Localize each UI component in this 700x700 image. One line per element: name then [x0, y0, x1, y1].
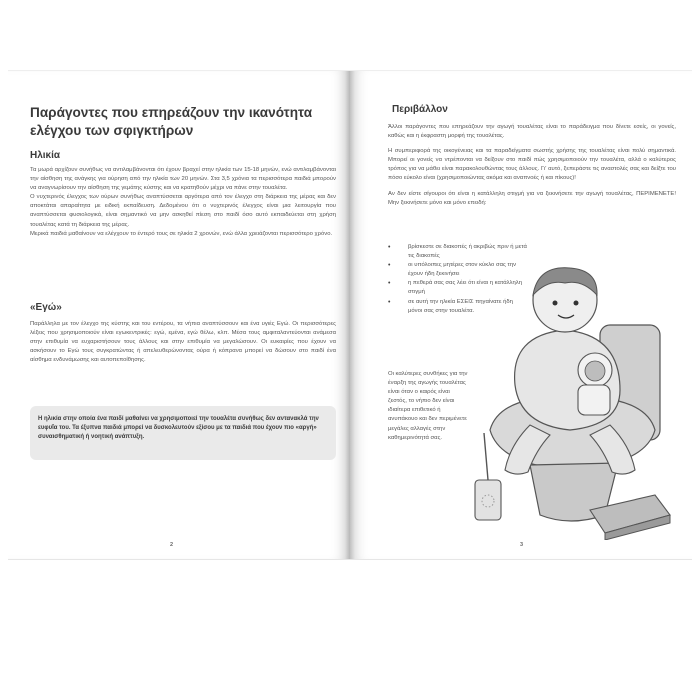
- bullet-icon: •: [388, 298, 391, 306]
- left-page: [8, 70, 350, 560]
- page-title: Παράγοντες που επηρεάζουν την ικανότητα ελέγχου των σφιγκτήρων: [30, 105, 313, 138]
- section-heading-environment: Περιβάλλον: [392, 104, 448, 115]
- paragraph: Άλλοι παράγοντες που επηρεάζουν την αγωγή τουαλέτας είναι το παράδειγμα που δίνετε εσείς, οι γονείς, καθώς και η έκφραστη μορφή της τουαλέτας.: [388, 124, 676, 140]
- book-gutter: [345, 70, 355, 560]
- note-box: [30, 406, 336, 460]
- list-item-text: βρίσκεστε σε διακοπές ή ακριβώς πριν ή μετά τις διακοπές: [408, 244, 527, 260]
- eye-icon: [574, 301, 579, 306]
- toilet-brush-handle: [484, 433, 488, 480]
- bullet-icon: •: [388, 262, 391, 270]
- section-body-environment: [388, 123, 676, 208]
- list-item-text: σε αυτή την ηλικία ΕΣΕΙΣ πηγαίνατε ήδη μόνοι σας στην τουαλέτα.: [408, 298, 513, 314]
- paragraph: Η συμπεριφορά της οικογένειας και τα παραδείγματα σωστής χρήσης της τουαλέτας είναι πολύ σημαντικά. Μπορεί οι γονείς να ντρέπονται να δείξουν στο παιδί πώς χρησιμοποιούν την τουαλέτα, αλλά ο καλύτερος τρόπος για να μάθει είναι παρακολουθώντας τους άλλους. Γι' αυτό, ξεπεράστε τις αναστολές σας και δείξτε του πόσο εύκολο είναι (χρησιμοποιώντας ακόμα και αναπνοές ή και πίκους)!: [388, 148, 676, 182]
- paragraph: Παράλληλα με τον έλεγχο της κύστης και του εντέρου, τα νήπια αναπτύσσουν και ένα υγιές Εγώ. Οι περισσότερες λέξεις που χρησιμοποιούν είναι εγωκεντρικές: εγώ, εμένα, εγώ θέλω, κλπ. Μέσα τους αμφιταλαντεύονται ανάμεσα στην επιθυμία να ευχαριστήσουν τους άλλους και στην επιθυμία να μεγαλώσουν. Οι ευκαιρίες που έχουν να ασκήσουν το Εγώ τους συγκρατώντας ή απελευθερώνοντας ούρα ή κόπρανα μπορεί να δώσουν στο παιδί ένα αίσθημα ενδυνάμωσης και αυτοπεποίθησης.: [30, 321, 336, 364]
- paragraph: Ο νυχτερινός έλεγχος των ούρων συνήθως αναπτύσσεται αργότερα από τον έλεγχο στη διάρκεια της μέρας και δεν αποκτάται απαραίτητα με ειδική εκπαίδευση. Δεδομένου ότι ο νυχτερινός έλεγχος είναι μια λειτουργία που αναπτύσσεται φυσιολογικά, είναι σημαντικό να μην ασκηθεί πίεση στο παιδί όσο αυτό εκπαιδεύεται στη χρήση τουαλέτας κατά τη διάρκεια της μέρας.: [30, 194, 336, 228]
- section-body-age: [30, 166, 336, 239]
- section-body-ego: [30, 320, 336, 365]
- toilet-brush-holder: [475, 480, 501, 520]
- list-item-text: οι υπόλοιπες μητέρες στον κύκλο σας την έχουν ήδη ξεκινήσει: [408, 262, 517, 278]
- toy-astronaut-body: [578, 385, 610, 415]
- child-on-potty-illustration: [470, 265, 675, 540]
- toy-astronaut-face: [585, 361, 605, 381]
- bullet-icon: •: [388, 280, 391, 288]
- closing-text: Οι καλύτερες συνθήκες για την έναρξη της αγωγής τουαλέτας είναι όταν ο καιρός είναι ζεστός, το νήπιο δεν είναι ιδιαίτερα επιθετικό ή ανυπάκουο και δεν περιμένετε μεγάλες αλλαγές στην καθημερινότητά σας.: [388, 371, 468, 441]
- paragraph: Τα μωρά αρχίζουν συνήθως να αντιλαμβάνονται ότι έχουν βραχεί στην ηλικία των 15-18 μηνών, ενώ αντιλαμβάνονται την αίσθηση της ανάγκης για ούρηση από την ηλικία των 20 μηνών. Στα 3,5 χρόνια τα περισσότερα παιδιά μπορούν να αναγνωρίσουν την αίσθηση της γεμάτης κύστης και να κρατηθούν μέχρι να πάνε στην τουαλέτα.: [30, 167, 336, 192]
- list-item-text: η πεθερά σας σας λέει ότι είναι η κατάλληλη στιγμή: [408, 280, 522, 296]
- note-text: Η ηλικία στην οποία ένα παιδί μαθαίνει να χρησιμοποιεί την τουαλέτα συνήθως δεν αντανακλά την ευφυΐα του. Τα έξυπνα παιδιά μπορεί να δυσκολευτούν εξίσου με τα παιδιά που έχουν πιο «αργή» συναισθηματική ή νοητική ανάπτυξη.: [38, 416, 319, 441]
- eye-icon: [553, 301, 558, 306]
- right-page: [350, 70, 692, 560]
- section-heading-age: Ηλικία: [30, 150, 61, 161]
- paragraph: Μερικά παιδιά μαθαίνουν να ελέγχουν το έντερό τους σε ηλικία 2 χρονών, ενώ άλλα χρειάζονται περισσότερο χρόνο.: [30, 230, 333, 237]
- page-number-left: 2: [170, 542, 174, 548]
- paragraph: Αν δεν είστε σίγουροι ότι είναι η κατάλληλη στιγμή για να ξεκινήσετε την αγωγή τουαλέτας, ΠΕΡΙΜΕΝΕΤΕ! Μην ξεκινήσετε μόνο και μόνο επειδή:: [388, 190, 676, 206]
- list-item: [388, 243, 528, 261]
- page-number-right: 3: [520, 542, 524, 548]
- section-heading-ego: «Εγώ»: [30, 302, 62, 313]
- bullet-icon: •: [388, 244, 391, 251]
